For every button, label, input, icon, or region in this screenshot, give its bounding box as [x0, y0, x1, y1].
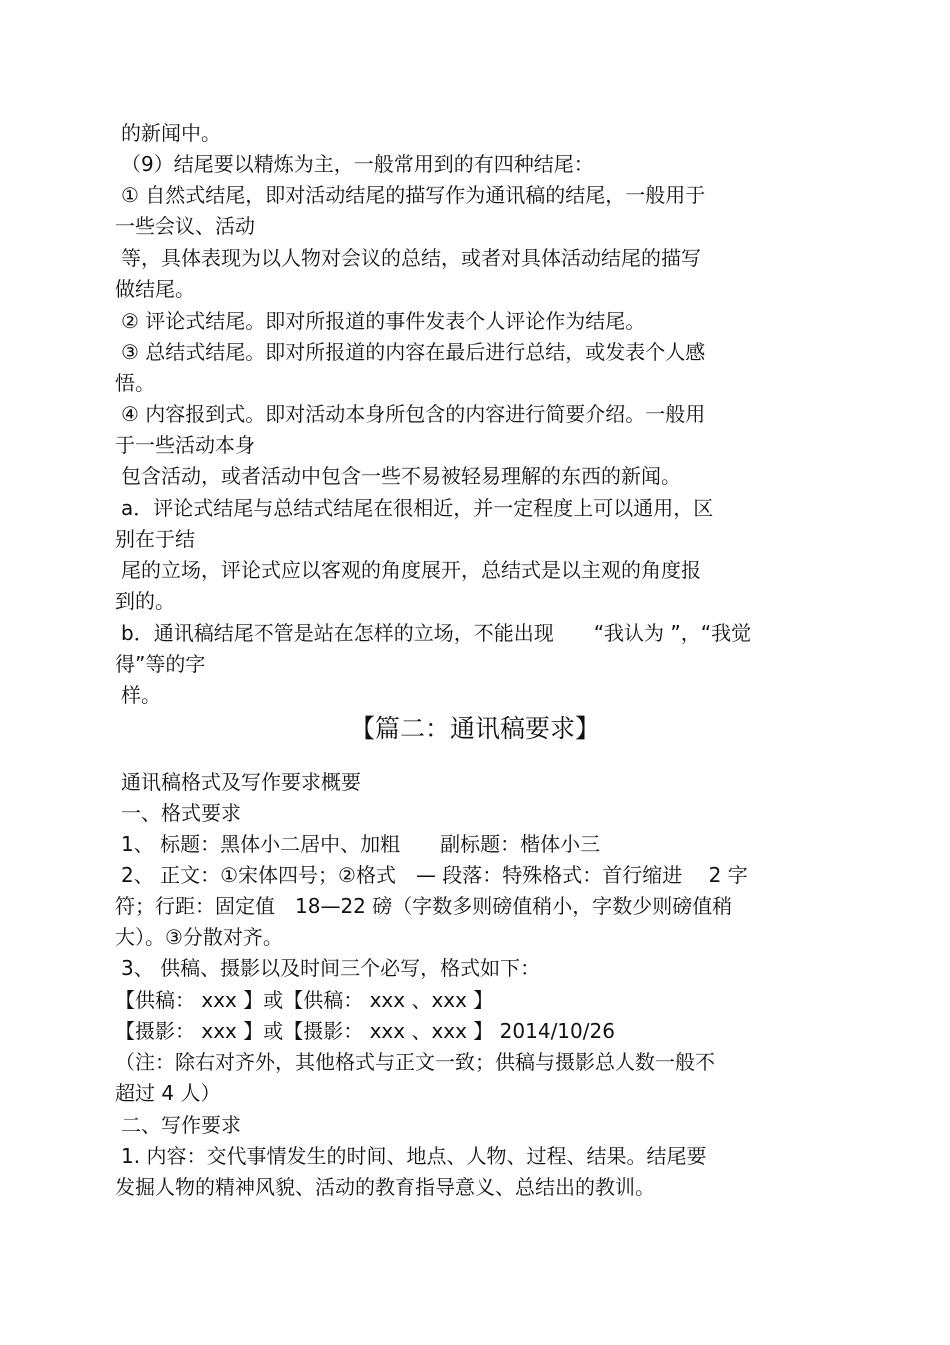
- text-line: （注：除右对齐外，其他格式与正文一致；供稿与摄影总人数一般不: [115, 1050, 715, 1074]
- text-line: 尾的立场，评论式应以客观的角度展开，总结式是以主观的角度报: [121, 558, 701, 582]
- section-heading: 【篇二：通讯稿要求】: [349, 714, 600, 743]
- text-line: 别在于结: [115, 527, 195, 551]
- text-line: b．通讯稿结尾不管是站在怎样的立场，不能出现 “我认为 ”，“我觉: [121, 621, 752, 645]
- text-line: ① 自然式结尾，即对活动结尾的描写作为通讯稿的结尾，一般用于: [121, 183, 706, 207]
- text-line: 二、写作要求: [121, 1113, 241, 1137]
- text-line: 一、格式要求: [121, 801, 241, 825]
- text-line: 符；行距：固定值 18—22 磅（字数多则磅值稍小，字数少则磅值稍: [115, 894, 733, 918]
- text-line: 包含活动，或者活动中包含一些不易被轻易理解的东西的新闻。: [121, 464, 681, 488]
- text-line: 大）。③分散对齐。: [115, 925, 283, 949]
- text-line: ② 评论式结尾。即对所报道的事件发表个人评论作为结尾。: [121, 309, 646, 333]
- text-line: 的新闻中。: [121, 121, 221, 145]
- text-line: （9）结尾要以精炼为主，一般常用到的有四种结尾：: [121, 152, 594, 176]
- text-line: ③ 总结式结尾。即对所报道的内容在最后进行总结，或发表个人感: [121, 340, 706, 364]
- text-line: 通讯稿格式及写作要求概要: [121, 770, 361, 794]
- text-line: 【供稿： xxx 】或【供稿： xxx 、xxx 】: [115, 988, 494, 1012]
- text-line: 到的。: [115, 589, 175, 613]
- text-line: 超过 4 人）: [115, 1081, 221, 1105]
- text-line: 一些会议、活动: [115, 214, 255, 238]
- text-line: 做结尾。: [115, 277, 195, 301]
- text-line: 悟。: [115, 371, 155, 395]
- text-line: 等，具体表现为以人物对会议的总结，或者对具体活动结尾的描写: [121, 246, 701, 270]
- text-line: 1、 标题：黑体小二居中、加粗 副标题：楷体小三: [121, 832, 601, 856]
- text-line: 【摄影： xxx 】或【摄影： xxx 、xxx 】 2014/10/26: [115, 1019, 615, 1043]
- text-line: 发掘人物的精神风貌、活动的教育指导意义、总结出的教训。: [115, 1175, 655, 1199]
- text-line: 1. 内容：交代事情发生的时间、地点、人物、过程、结果。结尾要: [121, 1144, 707, 1168]
- text-line: 样。: [121, 683, 161, 707]
- text-line: 2、 正文：①宋体四号；②格式 — 段落：特殊格式：首行缩进 2 字: [121, 863, 748, 887]
- text-line: 3、 供稿、摄影以及时间三个必写，格式如下：: [121, 956, 541, 980]
- text-line: 得”等的字: [115, 652, 206, 676]
- text-line: 于一些活动本身: [115, 433, 255, 457]
- text-line: a．评论式结尾与总结式结尾在很相近，并一定程度上可以通用，区: [121, 496, 714, 520]
- text-line: ④ 内容报到式。即对活动本身所包含的内容进行简要介绍。一般用: [121, 402, 706, 426]
